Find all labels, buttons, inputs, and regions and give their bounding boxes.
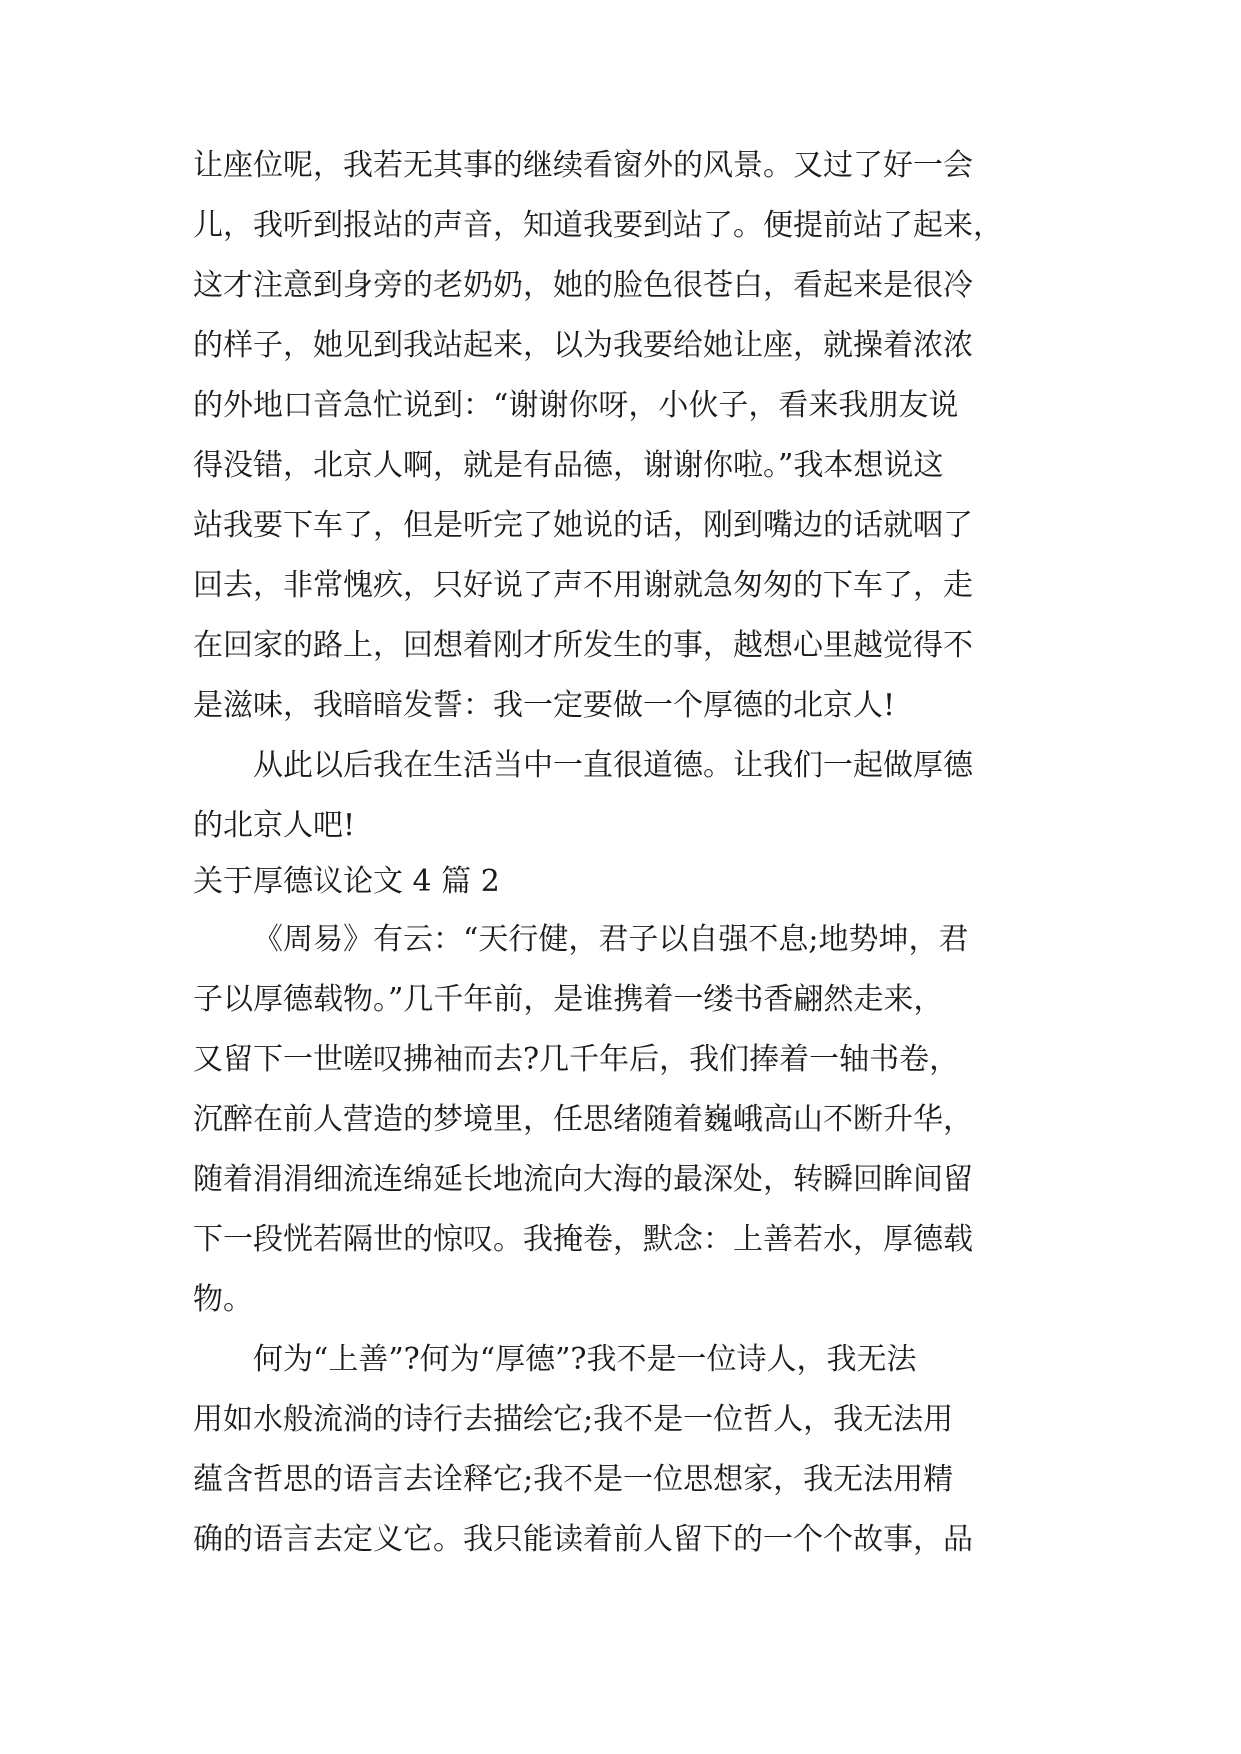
paragraph-line: 回去，非常愧疚，只好说了声不用谢就急匆匆的下车了，走: [193, 568, 973, 603]
paragraph-line: 从此以后我在生活当中一直很道德。让我们一起做厚德: [253, 748, 973, 783]
paragraph-line: 确的语言去定义它。我只能读着前人留下的一个个故事，品: [193, 1522, 973, 1557]
paragraph-line: 《周易》有云：“天行健，君子以自强不息;地势坤，君: [253, 922, 969, 957]
paragraph-line: 子以厚德载物。”几千年前，是谁携着一缕书香翩然走来，: [193, 982, 944, 1017]
paragraph-line: 的样子，她见到我站起来，以为我要给她让座，就操着浓浓: [193, 328, 973, 363]
paragraph-line: 这才注意到身旁的老奶奶，她的脸色很苍白，看起来是很冷: [193, 268, 973, 303]
paragraph-line: 在回家的路上，回想着刚才所发生的事，越想心里越觉得不: [193, 628, 973, 663]
paragraph-line: 蕴含哲思的语言去诠释它;我不是一位思想家，我无法用精: [193, 1462, 954, 1497]
paragraph-line: 让座位呢，我若无其事的继续看窗外的风景。又过了好一会: [193, 148, 973, 183]
paragraph-line: 儿，我听到报站的声音，知道我要到站了。便提前站了起来，: [193, 208, 1003, 243]
section-heading: 关于厚德议论文 4 篇 2: [193, 864, 500, 899]
paragraph-line: 随着涓涓细流连绵延长地流向大海的最深处，转瞬回眸间留: [193, 1162, 973, 1197]
paragraph-line: 用如水般流淌的诗行去描绘它;我不是一位哲人，我无法用: [193, 1402, 954, 1437]
paragraph-line: 物。: [193, 1282, 253, 1317]
paragraph-line: 得没错，北京人啊，就是有品德，谢谢你啦。”我本想说这: [193, 448, 944, 483]
paragraph-line: 沉醉在前人营造的梦境里，任思绪随着巍峨高山不断升华，: [193, 1102, 973, 1137]
paragraph-line: 的外地口音急忙说到：“谢谢你呀，小伙子，看来我朋友说: [193, 388, 959, 423]
paragraph-line: 的北京人吧!: [193, 808, 356, 843]
paragraph-line: 又留下一世嗟叹拂袖而去?几千年后，我们捧着一轴书卷，: [193, 1042, 960, 1077]
paragraph-line: 站我要下车了，但是听完了她说的话，刚到嘴边的话就咽了: [193, 508, 973, 543]
paragraph-line: 何为“上善”?何为“厚德”?我不是一位诗人，我无法: [253, 1342, 917, 1377]
paragraph-line: 下一段恍若隔世的惊叹。我掩卷，默念：上善若水，厚德载: [193, 1222, 973, 1257]
paragraph-line: 是滋味，我暗暗发誓：我一定要做一个厚德的北京人!: [193, 688, 896, 723]
